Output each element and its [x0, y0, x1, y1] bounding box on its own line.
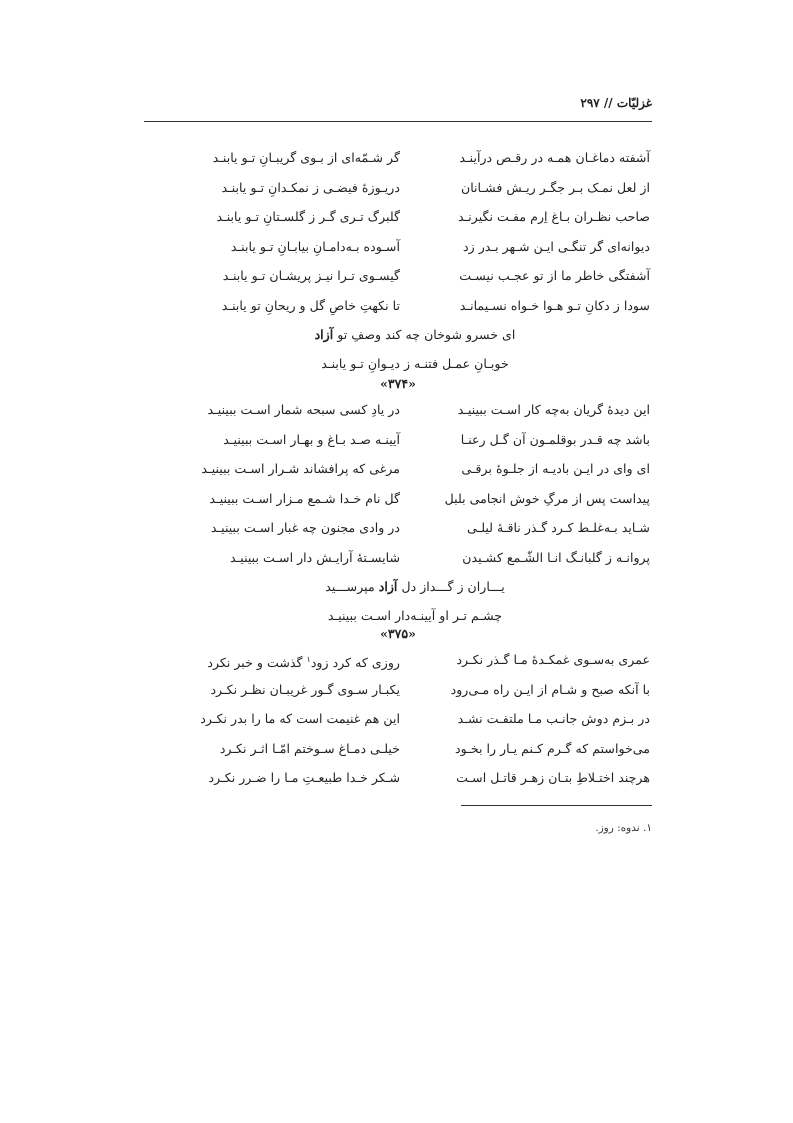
couplet [180, 513, 650, 543]
couplet [180, 291, 650, 321]
couplet [180, 675, 650, 705]
hemistich-right: می‌خواستم که گـرم کـنم یـار را بخـود [455, 740, 650, 756]
hemistich-left: گلبرگ تـری گـر ز گلسـتانِ تـو یابنـد [216, 209, 400, 224]
hemistich-left: گیسـوی تـرا نیـز پریشـان تـو یابنـد [222, 268, 400, 283]
hemistich-right: ای وای در ایـن بادیـه از جلـوهٔ برقـی [461, 461, 650, 476]
hemistich-left: یکبـار سـوی گـور غریبـان نظـر نکـرد [210, 681, 400, 697]
ghazal-375 [180, 645, 650, 793]
hemistich-left: خیلـی دمـاغ سـوختم امّـا اثـر نکـرد [219, 740, 400, 756]
hemistich-text: روزی که کرد زود [310, 655, 400, 671]
final-couplet-line-1 [180, 572, 650, 601]
footnote: ۱. ندوه: روز. [595, 822, 652, 834]
running-header: غزلیّات // ۲۹۷ [580, 96, 652, 110]
hemistich-right: عمری به‌سـوی غمکـدهٔ مـا گـذر نکـرد [456, 652, 650, 667]
hemistich-left: گر شـمّه‌ای از بـوی گریبـانِ تـو یابنـد [212, 150, 400, 165]
final-couplet-line-2: خوبـانِ عمـل فتنـه ز دیـوانِ تـو یابنـد [321, 356, 509, 371]
poet-name: آزاد [378, 579, 398, 594]
couplet [180, 202, 650, 232]
ghazal-number: «۳۷۵» [380, 626, 416, 641]
footnote-rule [461, 805, 652, 806]
hemistich-right: دیوانه‌ای گر تنگـی ایـن شـهر بـدر زد [463, 238, 650, 254]
hemistich-right: باشد چه قـدر بوقلمـون آن گـل رعنـا [460, 431, 650, 447]
couplet [180, 704, 650, 734]
couplet [180, 143, 650, 173]
final-line-text: ای خسرو شوخان چه کند وصفِ تو [333, 327, 516, 342]
couplet [180, 454, 650, 484]
ghazal-374 [180, 395, 650, 630]
hemistich-left: تا نکهتِ خاصِ گل و ریحانِ تو یابنـد [221, 297, 400, 313]
hemistich-left [180, 645, 400, 678]
couplet [180, 395, 650, 425]
hemistich-right: پیداست پس از مرگِ خوش انجامی بلبل [444, 490, 650, 506]
hemistich-text: گذشت و خبر نکرد [207, 655, 307, 671]
hemistich-left: شایسـتهٔ آرایـش دار اسـت ببینیـد [229, 549, 400, 565]
hemistich-left: دریـوزهٔ فیضـی ز نمکـدانِ تـو یابنـد [221, 179, 400, 195]
couplet [180, 484, 650, 514]
hemistich-right: این دیدهٔ گریان به‌چه کار اسـت ببینیـد [457, 402, 650, 417]
footnote-marker: ۱ [306, 655, 311, 664]
hemistich-right: شـاید بـه‌غلـط کـرد گـذر ناقـهٔ لیلـی [467, 520, 650, 535]
hemistich-right: آشفته دماغـان همـه در رقـص درآینـد [459, 150, 650, 165]
couplet [180, 763, 650, 793]
hemistich-right: سودا ز دکانِ تـو هـوا خـواه نسـیمانـد [459, 297, 650, 313]
hemistich-left: گل نام خـدا شـمع مـزار اسـت ببینیـد [209, 490, 400, 506]
hemistich-left: در یادِ کسی سبحه شمار اسـت ببینیـد [207, 402, 400, 417]
ghazal-number: «۳۷۴» [380, 376, 416, 391]
hemistich-right: صاحب نظـران بـاغ اِرم مفـت نگیرنـد [457, 209, 650, 224]
hemistich-right: پروانـه ز گلبانـگ انـا الشّـمع کشـیدن [462, 549, 650, 565]
final-couplet-line-1 [180, 320, 650, 349]
hemistich-right: آشفتگی خاطر ما از تو عجـب نیسـت [459, 268, 650, 283]
hemistich-left: آسـوده بـه‌دامـانِ بیابـانِ تـو یابنـد [230, 238, 400, 254]
couplet [180, 173, 650, 203]
hemistich-left: شـکر خـدا طبیعـتِ مـا را ضـرر نکـرد [208, 770, 400, 785]
hemistich-left: این هم غنیمت است که ما را بدر نکـرد [200, 711, 400, 726]
hemistich-right: در بـزم دوش جانـب مـا ملتفـت نشـد [457, 711, 650, 726]
final-couplet-line-2: چشـم تـر او آیینـه‌دار اسـت ببینیـد [327, 608, 503, 623]
couplet [180, 645, 650, 675]
final-line-text: یـــاران ز گـــداز دل [397, 579, 505, 594]
couplet [180, 734, 650, 764]
couplet [180, 232, 650, 262]
couplet [180, 425, 650, 455]
ghazal-373-end [180, 143, 650, 378]
poet-name: آزاد [314, 327, 334, 342]
couplet [180, 261, 650, 291]
hemistich-left: مرغی که پرافشاند شـرار اسـت ببینیـد [201, 461, 400, 476]
hemistich-left: در وادی مجنون چه غبار اسـت ببینیـد [210, 520, 400, 535]
couplet [180, 543, 650, 573]
hemistich-right: با آنکه صبح و شـام از ایـن راه مـی‌رود [450, 681, 650, 697]
final-line-text: مپرســـید [325, 579, 379, 594]
hemistich-right: از لعل نمـک بـر جگـر ریـش فشـانان [460, 179, 650, 195]
header-rule [144, 121, 652, 122]
hemistich-right: هرچند اختـلاطِ بتـان زهـر قاتـل اسـت [456, 770, 650, 785]
hemistich-left: آیینـه صـد بـاغ و بهـار اسـت ببینیـد [223, 431, 400, 447]
